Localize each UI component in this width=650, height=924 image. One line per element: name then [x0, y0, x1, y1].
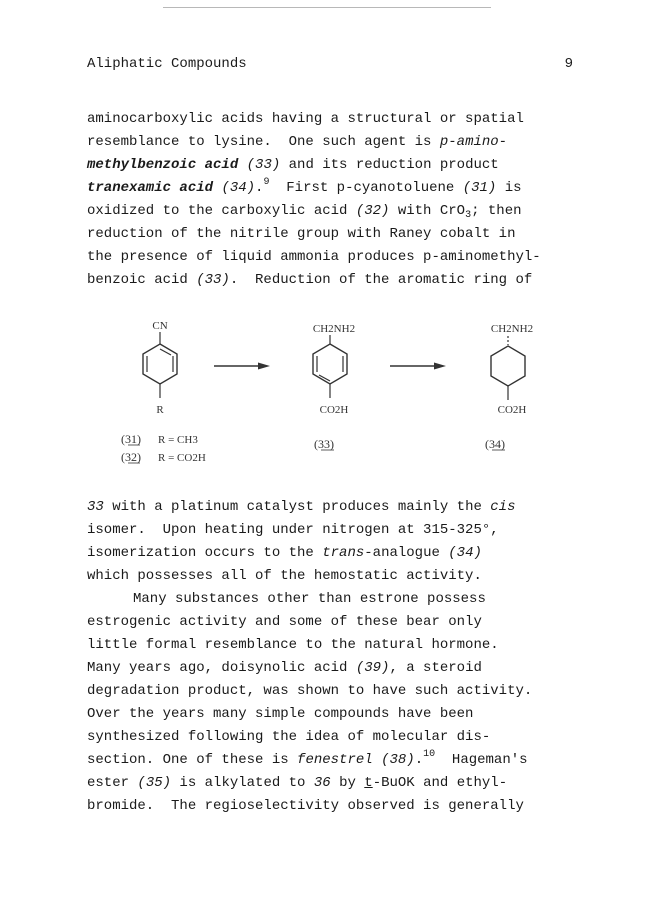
substituent-cn: CN — [152, 320, 168, 332]
text-line: isomer. Upon heating under nitrogen at 315-325°, — [87, 522, 499, 538]
text-line: isomerization occurs to the trans-analogue (34) — [87, 545, 482, 561]
text-line: resemblance to lysine. One such agent is p-amino- — [87, 134, 508, 150]
text-line: aminocarboxylic acids having a structural or spatial — [87, 111, 524, 127]
text-line: 33 with a platinum catalyst produces mainly the cis — [87, 499, 516, 515]
compound-34-structure — [491, 323, 533, 416]
substituent-ch2nh2: CH2NH2 — [312, 323, 356, 335]
text-line: tranexamic acid (34).$^9$ First p-cyanotoluene (31) is — [87, 177, 522, 196]
paragraph-2 — [87, 496, 587, 588]
compound-label-34: (34) — [485, 437, 505, 451]
paragraph-3 — [87, 588, 587, 818]
running-header — [87, 56, 573, 76]
compound-33-structure — [313, 323, 355, 416]
text-line: oxidized to the carboxylic acid (32) with CrO$_3$; then — [87, 203, 522, 221]
compound-ref: (34) — [221, 180, 256, 196]
top-rule — [163, 7, 491, 8]
text-line: Over the years many simple compounds have been — [87, 706, 474, 722]
compound-ref: 36 — [313, 775, 331, 791]
text-line: reduction of the nitrile group with Raney cobalt in — [87, 226, 516, 242]
text-line: ester (35) is alkylated to 36 by t-BuOK and ethyl- — [87, 775, 508, 791]
r-definition-32: R = CO2H — [158, 452, 206, 464]
text-line: which possesses all of the hemostatic activity. — [87, 568, 482, 584]
text-line: synthesized following the idea of molecular dis- — [87, 729, 491, 745]
text-line: section. One of these is fenestrel (38).$^{10}$ Hageman's — [87, 749, 528, 768]
text-line: Many years ago, doisynolic acid (39), a steroid — [87, 660, 482, 676]
text-line: benzoic acid (33). Reduction of the aromatic ring of — [87, 272, 533, 288]
citation-ref: 10 — [423, 749, 436, 760]
r-definition-31: R = CH3 — [158, 434, 198, 446]
text-line: bromide. The regioselectivity observed is generally — [87, 798, 524, 814]
substituent-co2h: CO2H — [319, 404, 349, 416]
compound-ref: (39) — [355, 660, 390, 676]
compound-31-structure — [143, 320, 177, 416]
reaction-arrow — [214, 363, 270, 370]
text-line: estrogenic activity and some of these bear only — [87, 614, 482, 630]
compound-ref: 33 — [87, 499, 104, 515]
compound-ref: (33) — [246, 157, 281, 173]
reaction-scheme — [100, 305, 580, 470]
compound-ref: (33) — [196, 272, 230, 288]
running-title: Aliphatic Compounds — [87, 56, 247, 72]
text-line: degradation product, was shown to have such activity. — [87, 683, 533, 699]
compound-label-31: (31) — [121, 432, 141, 446]
paragraph-1 — [87, 108, 587, 292]
reaction-arrow — [390, 363, 446, 370]
substituent-ch2nh2: CH2NH2 — [490, 323, 534, 335]
page-number: 9 — [564, 56, 573, 72]
text-line: Many substances other than estrone possess — [133, 591, 486, 607]
compound-ref: (32) — [355, 203, 390, 219]
citation-ref: 9 — [263, 177, 270, 188]
compound-ref: (34) — [448, 545, 482, 561]
compound-label-32: (32) — [121, 450, 141, 464]
compound-ref: (31) — [462, 180, 497, 196]
compound-ref: (35) — [137, 775, 172, 791]
compound-label-33: (33) — [314, 437, 334, 451]
substituent-r: R — [156, 404, 164, 416]
text-line: the presence of liquid ammonia produces p-aminomethyl- — [87, 249, 541, 265]
text-line: methylbenzoic acid (33) and its reduction product — [87, 157, 499, 173]
compound-ref: (38) — [381, 752, 415, 768]
substituent-co2h: CO2H — [497, 404, 527, 416]
text-line: little formal resemblance to the natural hormone. — [87, 637, 499, 653]
